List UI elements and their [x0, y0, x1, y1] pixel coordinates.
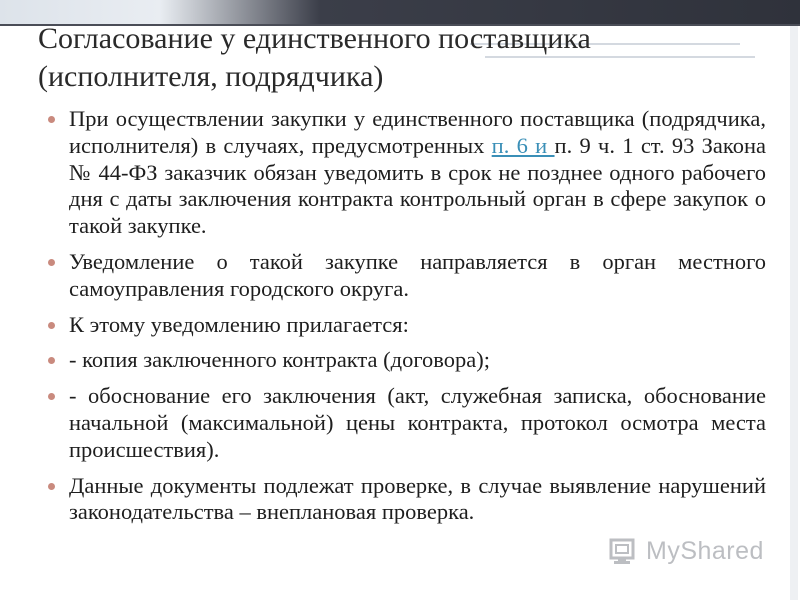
bullet-item: - копия заключенного контракта (договора); [46, 347, 766, 374]
bullet-text: п. 9 ч. 1 ст. 93 Закона № 44-ФЗ заказчик обязан уведомить в срок не позднее одного рабочего дня с даты заключения контракта контрольный орган в сфере закупок о такой закупке. [69, 132, 766, 239]
law-reference-link[interactable]: п. 6 и [491, 132, 555, 158]
myshared-watermark [608, 536, 764, 566]
slide-title: Согласование у единственного поставщика (исполнителя, подрядчика) [38, 22, 591, 93]
watermark-text: MyShared [646, 536, 764, 565]
bullet-text: При осуществлении закупки у единственного поставщика (подрядчика, исполнителя) в случаях, предусмотренных [69, 106, 766, 158]
bullet-item [46, 106, 766, 240]
myshared-logo-icon [608, 536, 640, 566]
bullet-item: К этому уведомлению прилагается: [46, 312, 766, 339]
bullet-item: - обоснование его заключения (акт, служебная записка, обоснование начальной (максимальной) цены контракта, протокол осмотра места происшествия). [46, 383, 766, 463]
bullet-item: Уведомление о такой закупке направляется в орган местного самоуправления городского округа. [46, 249, 766, 303]
slide-body [46, 106, 766, 535]
slide-right-border [790, 26, 798, 600]
bullet-item: Данные документы подлежат проверке, в случае выявление нарушений законодательства – внеплановая проверка. [46, 473, 766, 527]
